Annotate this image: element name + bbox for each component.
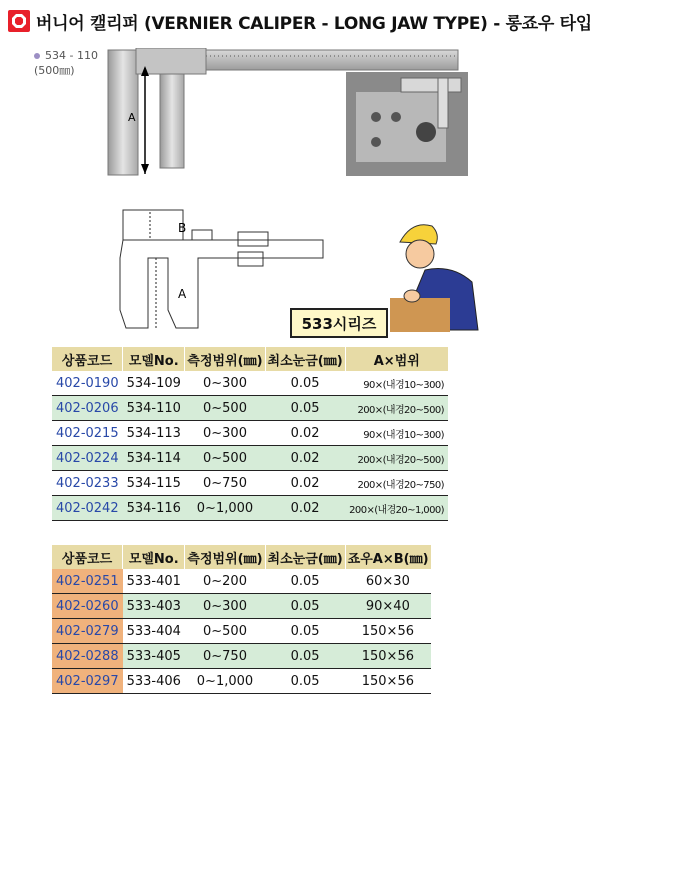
model-number: 534 - 110: [45, 49, 98, 62]
a-range: 90×(내경10~300): [345, 371, 448, 396]
model-no: 534-110: [123, 396, 185, 421]
jaw-size: 150×56: [345, 619, 430, 644]
a-range: 200×(내경20~1,000): [345, 496, 448, 521]
range: 0~500: [185, 446, 265, 471]
model-no: 533-403: [123, 594, 185, 619]
table-row: [52, 496, 448, 521]
table-row: [52, 644, 431, 669]
table-row: [52, 446, 448, 471]
a-range: 200×(내경20~750): [345, 471, 448, 496]
product-code: 402-0297: [52, 669, 123, 694]
model-no: 533-401: [123, 569, 185, 594]
range: 0~200: [185, 569, 265, 594]
dimension-a-drawing-label: A: [178, 287, 187, 301]
dimension-b-label: B: [178, 221, 187, 235]
column-header: 상품코드: [52, 545, 123, 569]
jaw-size: 150×56: [345, 669, 430, 694]
range: 0~300: [185, 421, 265, 446]
graduation: 0.02: [265, 446, 345, 471]
model-no: 534-113: [123, 421, 185, 446]
table-row: [52, 471, 448, 496]
jaw-size: 60×30: [345, 569, 430, 594]
worker-illustration: [390, 212, 482, 332]
model-no: 534-115: [123, 471, 185, 496]
graduation: 0.05: [265, 644, 345, 669]
table-row: [52, 396, 448, 421]
column-header: 상품코드: [52, 347, 123, 371]
page-title: 버니어 캘리퍼 (VERNIER CALIPER - LONG JAW TYPE) - 롱죠우 타입: [36, 13, 592, 34]
model-label: [34, 48, 98, 78]
table-row: [52, 669, 431, 694]
graduation: 0.05: [265, 619, 345, 644]
product-code: 402-0224: [52, 446, 123, 471]
a-range: 200×(내경20~500): [345, 446, 448, 471]
range: 0~300: [185, 594, 265, 619]
spec-table-533: [52, 545, 431, 694]
table-row: [52, 569, 431, 594]
column-header: 측정범위(㎜): [185, 545, 265, 569]
model-no: 533-405: [123, 644, 185, 669]
spec-table-534: [52, 347, 448, 521]
a-range: 200×(내경20~500): [345, 396, 448, 421]
product-code: 402-0242: [52, 496, 123, 521]
graduation: 0.05: [265, 569, 345, 594]
table-row: [52, 619, 431, 644]
range: 0~750: [185, 471, 265, 496]
column-header: 모델No.: [123, 545, 185, 569]
bullet-icon: [34, 53, 40, 59]
product-code: 402-0206: [52, 396, 123, 421]
graduation: 0.02: [265, 421, 345, 446]
logo-icon: [8, 10, 30, 32]
graduation: 0.05: [265, 669, 345, 694]
page-header: [8, 8, 592, 34]
dimension-a-label: A: [128, 111, 136, 124]
range: 0~1,000: [185, 496, 265, 521]
product-code: 402-0251: [52, 569, 123, 594]
range: 0~1,000: [185, 669, 265, 694]
application-photo: [346, 72, 468, 176]
graduation: 0.05: [265, 594, 345, 619]
product-code: 402-0233: [52, 471, 123, 496]
product-code: 402-0260: [52, 594, 123, 619]
graduation: 0.02: [265, 496, 345, 521]
model-no: 533-404: [123, 619, 185, 644]
column-header: 모델No.: [123, 347, 185, 371]
table-row: [52, 371, 448, 396]
column-header: 측정범위(㎜): [185, 347, 265, 371]
jaw-size: 90×40: [345, 594, 430, 619]
jaw-size: 150×56: [345, 644, 430, 669]
model-no: 534-109: [123, 371, 185, 396]
product-code: 402-0279: [52, 619, 123, 644]
column-header: 죠우A×B(㎜): [345, 545, 430, 569]
model-size: (500㎜): [34, 64, 75, 77]
column-header: 최소눈금(㎜): [265, 545, 345, 569]
table-row: [52, 594, 431, 619]
model-no: 533-406: [123, 669, 185, 694]
series-badge: 533시리즈: [290, 308, 388, 338]
column-header: A×범위: [345, 347, 448, 371]
graduation: 0.05: [265, 396, 345, 421]
product-code: 402-0190: [52, 371, 123, 396]
model-no: 534-116: [123, 496, 185, 521]
range: 0~750: [185, 644, 265, 669]
product-code: 402-0288: [52, 644, 123, 669]
product-code: 402-0215: [52, 421, 123, 446]
a-range: 90×(내경10~300): [345, 421, 448, 446]
model-no: 534-114: [123, 446, 185, 471]
range: 0~500: [185, 619, 265, 644]
column-header: 최소눈금(㎜): [265, 347, 345, 371]
graduation: 0.02: [265, 471, 345, 496]
table-row: [52, 421, 448, 446]
graduation: 0.05: [265, 371, 345, 396]
range: 0~500: [185, 396, 265, 421]
range: 0~300: [185, 371, 265, 396]
